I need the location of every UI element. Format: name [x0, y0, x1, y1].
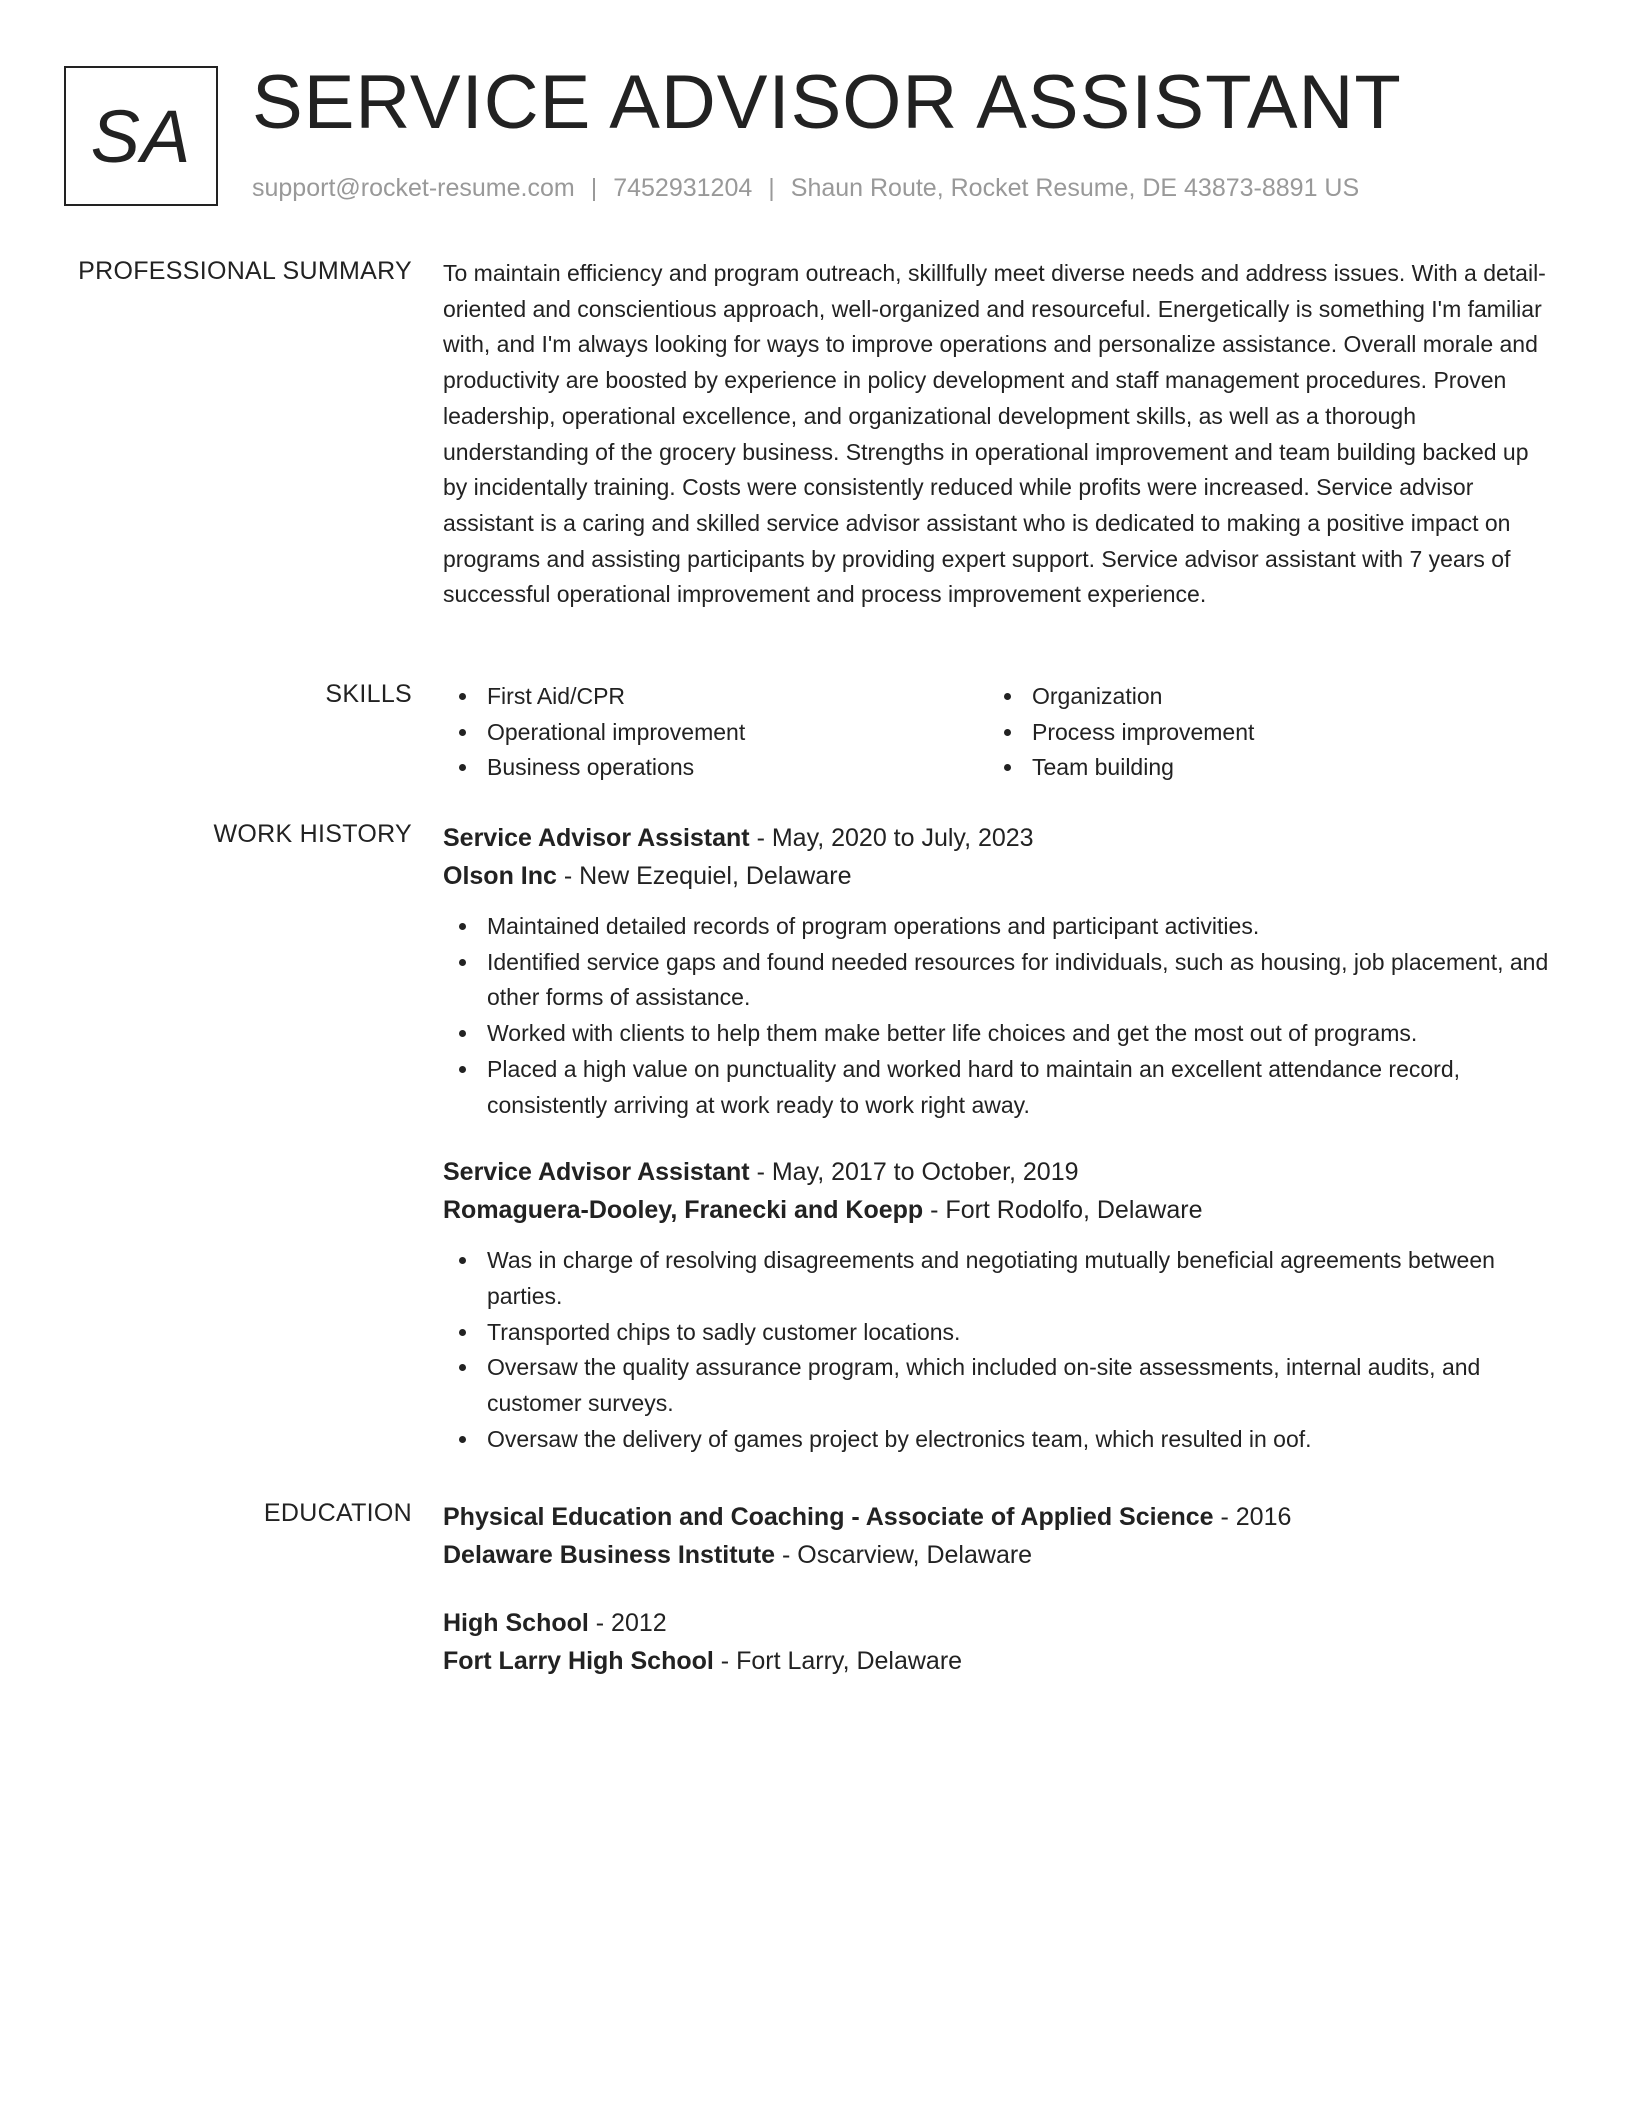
contact-phone: 7452931204: [613, 174, 753, 202]
skills-column-left: [443, 679, 988, 786]
education-school-line: [443, 1642, 1553, 1680]
page-title: SERVICE ADVISOR ASSISTANT: [252, 60, 1402, 145]
job-bullet: Was in charge of resolving disagreements and negotiating mutually beneficial agreements between parties.: [443, 1243, 1553, 1314]
skill-item: First Aid/CPR: [443, 679, 988, 715]
job-company: Romaguera-Dooley, Franecki and Koepp: [443, 1196, 924, 1225]
education-school: Delaware Business Institute: [443, 1541, 776, 1569]
job-bullet: Transported chips to sadly customer locations.: [443, 1315, 1553, 1351]
job-dates: - May, 2020 to July, 2023: [749, 824, 1034, 852]
education-degree: Physical Education and Coaching - Associate of Applied Science: [443, 1503, 1214, 1531]
job-title-line: [443, 819, 1553, 857]
education-school-line: [443, 1536, 1553, 1574]
skill-item: Process improvement: [988, 715, 1533, 751]
job-title: Service Advisor Assistant: [443, 824, 750, 852]
job-company-line: [443, 1191, 1553, 1229]
skills-column-right: [988, 679, 1533, 786]
education-degree: High School: [443, 1609, 589, 1637]
job-entry: [443, 819, 1553, 1123]
education-heading: EDUCATION: [263, 1499, 412, 1527]
education-location: - Fort Larry, Delaware: [713, 1647, 963, 1675]
job-bullet: Placed a high value on punctuality and worked hard to maintain an excellent attendance record, consistently arriving at work ready to work right away.: [443, 1052, 1553, 1123]
job-location: - New Ezequiel, Delaware: [556, 862, 852, 890]
work-history-heading: WORK HISTORY: [213, 820, 412, 848]
skill-item: Organization: [988, 679, 1533, 715]
job-location: - Fort Rodolfo, Delaware: [923, 1196, 1203, 1225]
contact-separator: |: [768, 174, 775, 202]
job-bullet: Identified service gaps and found needed resources for individuals, such as housing, job placement, and other forms of assistance.: [443, 945, 1553, 1016]
initials-text: SA: [90, 94, 192, 178]
summary-content: [443, 256, 1553, 613]
contact-line: [252, 174, 1359, 203]
education-content: [443, 1498, 1553, 1680]
job-dates: - May, 2017 to October, 2019: [749, 1158, 1079, 1187]
work-history-content: [443, 819, 1553, 1457]
education-year: - 2012: [588, 1609, 667, 1637]
skill-item: Operational improvement: [443, 715, 988, 751]
education-degree-line: [443, 1498, 1553, 1536]
contact-address: Shaun Route, Rocket Resume, DE 43873-8891 US: [790, 174, 1360, 202]
job-title: Service Advisor Assistant: [443, 1158, 750, 1187]
job-bullets: [443, 909, 1553, 1123]
job-bullets: [443, 1243, 1553, 1457]
skills-heading: SKILLS: [325, 680, 412, 708]
skill-item: Team building: [988, 750, 1533, 786]
job-bullet: Oversaw the delivery of games project by electronics team, which resulted in oof.: [443, 1422, 1553, 1458]
job-bullet: Worked with clients to help them make better life choices and get the most out of programs.: [443, 1016, 1553, 1052]
job-company-line: [443, 857, 1553, 895]
skills-content: [443, 679, 1553, 786]
job-bullet: Maintained detailed records of program operations and participant activities.: [443, 909, 1553, 945]
summary-text: To maintain efficiency and program outreach, skillfully meet diverse needs and address issues. With a detail-oriented and conscientious approach, well-organized and resourceful. Energetically is something I'm familiar with, and I'm always looking for ways to improve operations and personalize assistance. Overall morale and productivity are boosted by experience in policy development and staff management procedures. Proven leadership, operational excellence, and organizational development skills, as well as a thorough understanding of the grocery business. Strengths in operational improvement and team building backed up by incidentally training. Costs were consistently reduced while profits were increased. Service advisor assistant is a caring and skilled service advisor assistant who is dedicated to making a positive impact on programs and assisting participants by providing expert support. Service advisor assistant with 7 years of successful operational improvement and process improvement experience.: [443, 260, 1546, 608]
contact-email: support@rocket-resume.com: [252, 174, 575, 202]
job-entry: [443, 1153, 1553, 1457]
skill-item: Business operations: [443, 750, 988, 786]
education-year: - 2016: [1213, 1503, 1292, 1531]
education-school: Fort Larry High School: [443, 1647, 714, 1675]
initials-monogram: [64, 66, 218, 206]
job-bullet: Oversaw the quality assurance program, which included on-site assessments, internal audits, and customer surveys.: [443, 1350, 1553, 1421]
education-entry: [443, 1604, 1553, 1680]
education-location: - Oscarview, Delaware: [775, 1541, 1033, 1569]
education-entry: [443, 1498, 1553, 1574]
skills-grid: [443, 679, 1553, 786]
job-company: Olson Inc: [443, 862, 557, 890]
job-title-line: [443, 1153, 1553, 1191]
summary-heading: PROFESSIONAL SUMMARY: [78, 257, 412, 285]
contact-separator: |: [590, 174, 598, 202]
education-degree-line: [443, 1604, 1553, 1642]
